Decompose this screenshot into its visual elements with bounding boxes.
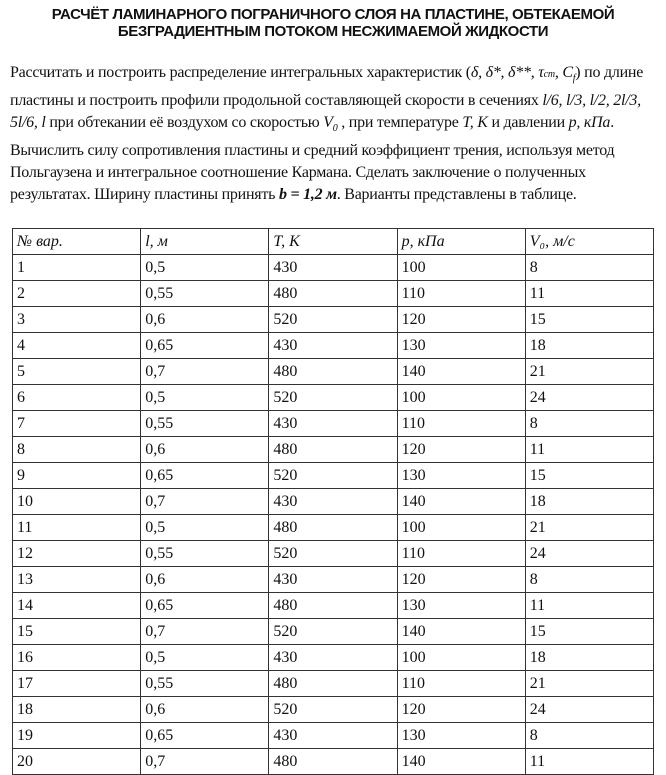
subscript: f <box>572 73 576 85</box>
cell-temperature: 480 <box>269 281 397 307</box>
cell-length: 0,55 <box>141 411 269 437</box>
cell-temperature: 480 <box>269 671 397 697</box>
cell-temperature: 520 <box>269 697 397 723</box>
cell-pressure: 120 <box>397 697 525 723</box>
cell-pressure: 140 <box>397 619 525 645</box>
header-pressure: p, кПа <box>397 229 525 255</box>
cell-velocity: 15 <box>525 307 653 333</box>
cell-variant: 5 <box>13 359 141 385</box>
table-row <box>13 437 654 463</box>
cell-variant: 20 <box>13 749 141 775</box>
cell-pressure: 140 <box>397 359 525 385</box>
cell-velocity: 15 <box>525 619 653 645</box>
cell-pressure: 110 <box>397 541 525 567</box>
cell-velocity: 21 <box>525 515 653 541</box>
cell-velocity: 21 <box>525 359 653 385</box>
table-row <box>13 723 654 749</box>
table-row <box>13 749 654 775</box>
cell-variant: 17 <box>13 671 141 697</box>
table-row <box>13 515 654 541</box>
cell-variant: 12 <box>13 541 141 567</box>
cell-temperature: 430 <box>269 567 397 593</box>
cell-length: 0,6 <box>141 307 269 333</box>
table-row <box>13 463 654 489</box>
cell-temperature: 430 <box>269 255 397 281</box>
cell-length: 0,5 <box>141 645 269 671</box>
cell-pressure: 120 <box>397 307 525 333</box>
text: , при температуре <box>337 114 463 132</box>
cell-temperature: 430 <box>269 645 397 671</box>
table-row <box>13 411 654 437</box>
cell-variant: 11 <box>13 515 141 541</box>
symbols: δ, δ*, δ**, τ <box>470 64 544 81</box>
cell-length: 0,55 <box>141 671 269 697</box>
cell-pressure: 110 <box>397 411 525 437</box>
cell-velocity: 8 <box>525 723 653 749</box>
table-header-row <box>13 229 654 255</box>
pressure-symbol: p, кПа <box>568 114 611 132</box>
cell-variant: 15 <box>13 619 141 645</box>
cell-temperature: 520 <box>269 307 397 333</box>
text: при обтекании её воздухом со скоростью <box>45 114 324 132</box>
cell-velocity: 18 <box>525 489 653 515</box>
cell-length: 0,55 <box>141 541 269 567</box>
cell-temperature: 480 <box>269 359 397 385</box>
cell-variant: 14 <box>13 593 141 619</box>
cell-length: 0,65 <box>141 593 269 619</box>
cell-variant: 16 <box>13 645 141 671</box>
text: . Варианты представлены в таблице. <box>336 186 577 204</box>
cell-velocity: 11 <box>525 437 653 463</box>
task-description <box>10 62 652 206</box>
cell-variant: 10 <box>13 489 141 515</box>
cell-pressure: 120 <box>397 437 525 463</box>
table-row <box>13 281 654 307</box>
cell-pressure: 130 <box>397 593 525 619</box>
cell-length: 0,7 <box>141 489 269 515</box>
cell-variant: 9 <box>13 463 141 489</box>
cell-temperature: 520 <box>269 463 397 489</box>
header-temperature: T, K <box>269 229 397 255</box>
cell-length: 0,65 <box>141 463 269 489</box>
cell-temperature: 430 <box>269 489 397 515</box>
cell-pressure: 130 <box>397 463 525 489</box>
cell-pressure: 120 <box>397 567 525 593</box>
header-velocity: V₀, м/с <box>525 229 653 255</box>
cell-velocity: 11 <box>525 593 653 619</box>
cell-temperature: 520 <box>269 619 397 645</box>
cell-velocity: 18 <box>525 645 653 671</box>
cell-velocity: 8 <box>525 255 653 281</box>
symbols: , C <box>554 64 573 81</box>
variants-table <box>12 228 654 775</box>
cell-velocity: 18 <box>525 333 653 359</box>
cell-velocity: 15 <box>525 463 653 489</box>
cell-length: 0,6 <box>141 697 269 723</box>
cell-length: 0,65 <box>141 333 269 359</box>
cell-length: 0,7 <box>141 749 269 775</box>
cell-velocity: 8 <box>525 411 653 437</box>
document-title <box>0 6 666 40</box>
cell-velocity: 8 <box>525 567 653 593</box>
header-length: l, м <box>141 229 269 255</box>
cell-length: 0,5 <box>141 255 269 281</box>
table-row <box>13 255 654 281</box>
cell-variant: 13 <box>13 567 141 593</box>
cell-pressure: 110 <box>397 281 525 307</box>
cell-temperature: 430 <box>269 333 397 359</box>
cell-length: 0,6 <box>141 567 269 593</box>
cell-velocity: 24 <box>525 697 653 723</box>
table-row <box>13 385 654 411</box>
cell-variant: 7 <box>13 411 141 437</box>
subscript: 0 <box>332 123 338 135</box>
velocity-symbol: V <box>323 114 333 132</box>
cell-length: 0,7 <box>141 359 269 385</box>
cell-pressure: 100 <box>397 255 525 281</box>
cell-variant: 19 <box>13 723 141 749</box>
table-row <box>13 645 654 671</box>
table-row <box>13 333 654 359</box>
table-row <box>13 359 654 385</box>
cell-velocity: 21 <box>525 671 653 697</box>
cell-length: 0,6 <box>141 437 269 463</box>
cell-temperature: 430 <box>269 723 397 749</box>
cell-pressure: 140 <box>397 749 525 775</box>
cell-variant: 3 <box>13 307 141 333</box>
cell-velocity: 24 <box>525 541 653 567</box>
cell-length: 0,5 <box>141 385 269 411</box>
temperature-symbol: T, K <box>462 114 488 132</box>
cell-temperature: 480 <box>269 437 397 463</box>
table-row <box>13 697 654 723</box>
cell-pressure: 100 <box>397 645 525 671</box>
text: и давлении <box>487 114 569 132</box>
cell-length: 0,7 <box>141 619 269 645</box>
cell-temperature: 430 <box>269 411 397 437</box>
cell-variant: 2 <box>13 281 141 307</box>
cell-velocity: 11 <box>525 749 653 775</box>
table-row <box>13 619 654 645</box>
cell-pressure: 130 <box>397 333 525 359</box>
cell-pressure: 130 <box>397 723 525 749</box>
cell-temperature: 480 <box>269 593 397 619</box>
plate-width: b = 1,2 м <box>278 186 337 204</box>
cell-velocity: 11 <box>525 281 653 307</box>
cell-temperature: 520 <box>269 541 397 567</box>
table-row <box>13 593 654 619</box>
table-body <box>13 255 654 775</box>
cell-variant: 4 <box>13 333 141 359</box>
cell-temperature: 480 <box>269 515 397 541</box>
table-row <box>13 671 654 697</box>
table-row <box>13 307 654 333</box>
cell-variant: 8 <box>13 437 141 463</box>
cell-velocity: 24 <box>525 385 653 411</box>
table-row <box>13 567 654 593</box>
title-line-2: БЕЗГРАДИЕНТНЫМ ПОТОКОМ НЕСЖИМАЕМОЙ ЖИДКОСТИ <box>117 23 549 40</box>
cell-variant: 6 <box>13 385 141 411</box>
cell-pressure: 100 <box>397 385 525 411</box>
subscript: ст <box>543 69 555 80</box>
cell-pressure: 140 <box>397 489 525 515</box>
text: Рассчитать и построить распределение интегральных характеристик ( <box>10 64 471 81</box>
table-row <box>13 541 654 567</box>
cell-temperature: 480 <box>269 749 397 775</box>
table-row <box>13 489 654 515</box>
cell-length: 0,65 <box>141 723 269 749</box>
text: . Вычислить силу сопротивления пластины и средний коэффициент трения, используя метод Польгаузена и интегральное соотношение Кармана. Сделать заключение о полученных результатах. Ширину пластины принять <box>10 114 615 204</box>
cell-pressure: 100 <box>397 515 525 541</box>
title-line-1: РАСЧЁТ ЛАМИНАРНОГО ПОГРАНИЧНОГО СЛОЯ НА ПЛАСТИНЕ, ОБТЕКАЕМОЙ <box>51 6 615 23</box>
text: ) по длине пластины и построить профили продольной составляющей скорости в сечениях <box>10 64 644 110</box>
cell-variant: 1 <box>13 255 141 281</box>
sections: l/6, l/3, l/2, 2l/3, 5l/6, l <box>10 92 641 132</box>
header-variant: № вар. <box>13 229 141 255</box>
cell-temperature: 520 <box>269 385 397 411</box>
cell-length: 0,5 <box>141 515 269 541</box>
cell-pressure: 110 <box>397 671 525 697</box>
cell-variant: 18 <box>13 697 141 723</box>
cell-length: 0,55 <box>141 281 269 307</box>
